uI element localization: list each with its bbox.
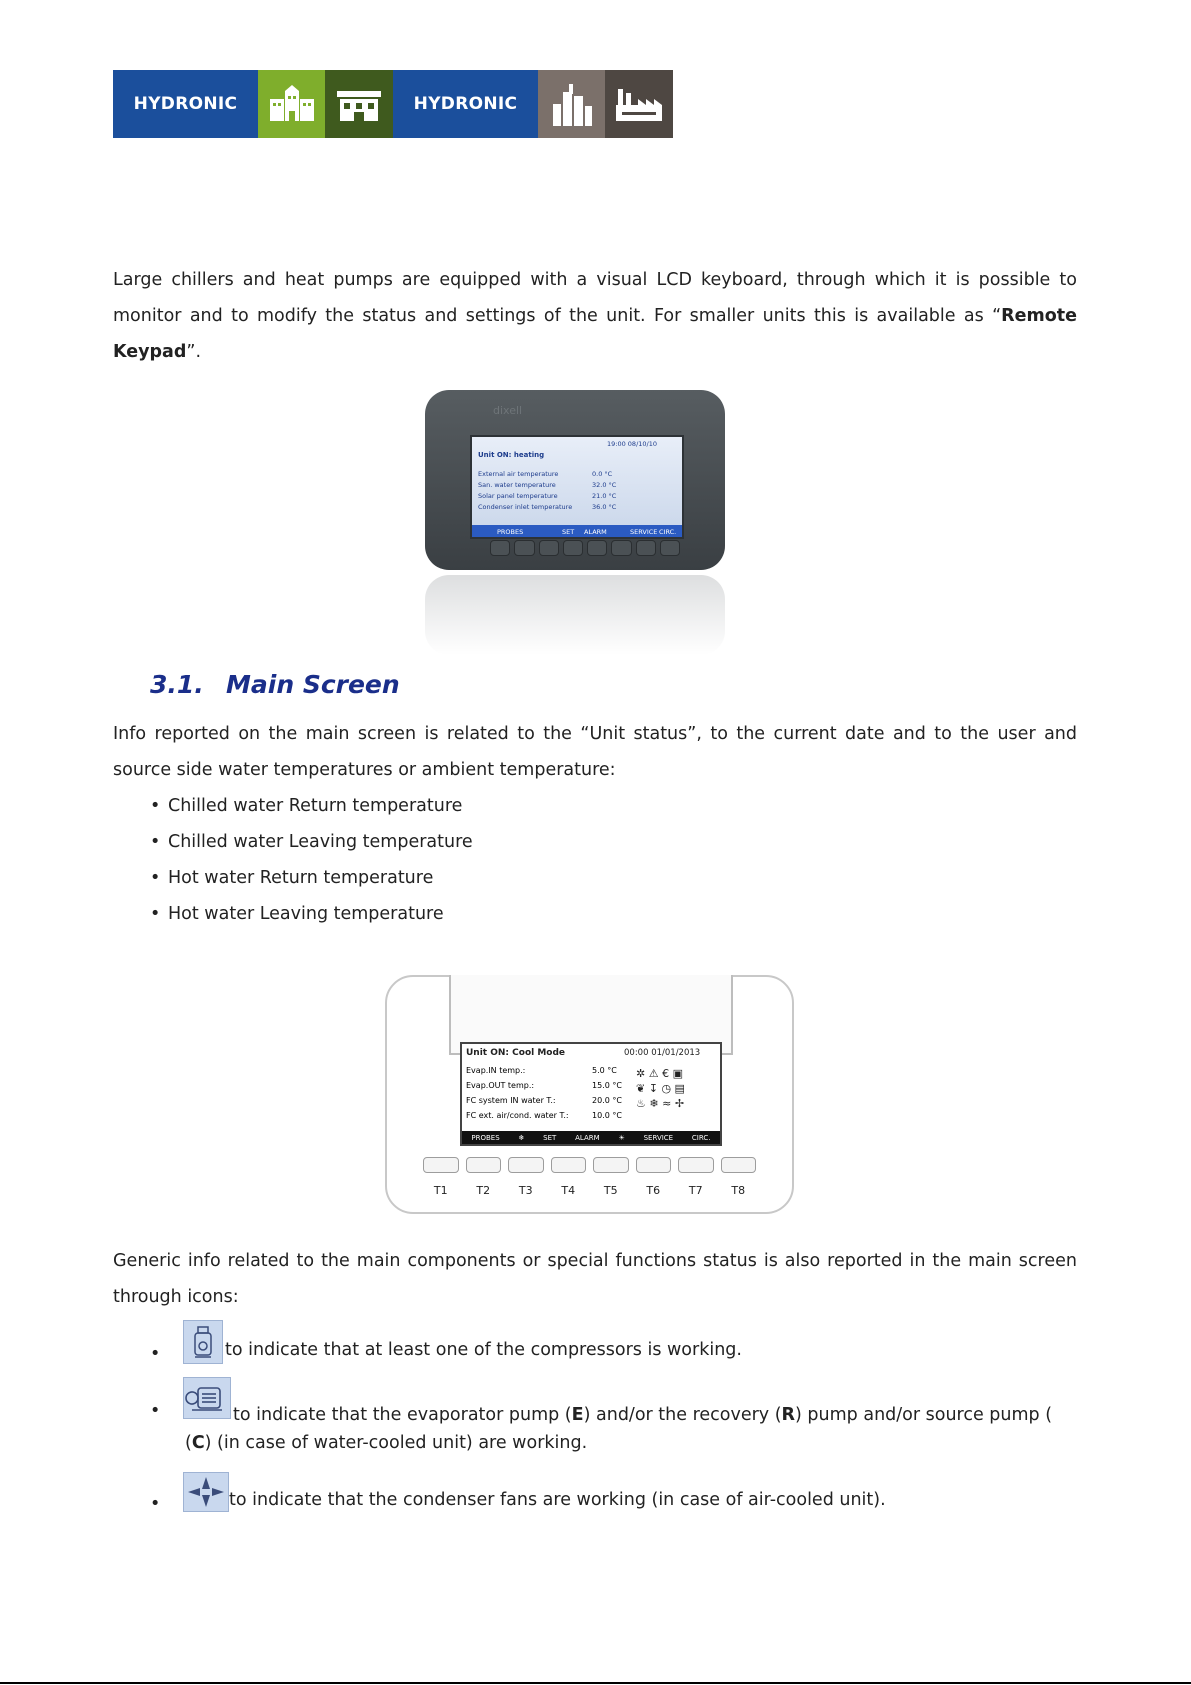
bullet: • [150, 1494, 161, 1514]
lcd-row-label: San. water temperature [478, 481, 556, 489]
bar-label: PROBES [471, 1133, 500, 1142]
snowflake-icon: ❄ [518, 1133, 525, 1142]
key-label: T3 [518, 1184, 533, 1197]
lcd-row-value: 36.0 °C [592, 503, 617, 511]
keypad-photo [330, 375, 770, 660]
keypad-diagram [385, 975, 794, 1214]
page-footer-rule [0, 1682, 1191, 1684]
key-t3 [508, 1157, 544, 1173]
compressor-status-icon: ▣ [672, 1067, 683, 1080]
pump-down-icon: ↧ [648, 1082, 658, 1095]
lcd-function-bar [472, 525, 682, 537]
key-t4 [551, 1157, 587, 1173]
pump-text: ) and/or the recovery ( [583, 1405, 782, 1425]
industrial-building-icon [605, 70, 673, 138]
keypad-key [539, 540, 559, 556]
header-banner [113, 70, 673, 138]
key-label: T8 [731, 1184, 746, 1197]
temperature-list [150, 788, 473, 932]
bar-label: CIRC. [659, 528, 677, 536]
lcd-row-value: 32.0 °C [592, 481, 617, 489]
keypad-key [587, 540, 607, 556]
commercial-building-icon [325, 70, 393, 138]
banner-label-1: HYDRONIC [113, 70, 258, 138]
compressor-description: to indicate that at least one of the compressors is working. [225, 1340, 742, 1360]
condenser-fan-icon: ✢ [674, 1097, 685, 1110]
keypad-key [563, 540, 583, 556]
keypad-lcd-screen [470, 435, 684, 539]
keypad-reflection [425, 575, 725, 655]
key-label: T5 [603, 1184, 618, 1197]
key-label: T1 [433, 1184, 448, 1197]
alarm-icon: ⚠ [648, 1067, 659, 1080]
sun-icon: ☀ [618, 1133, 625, 1142]
lcd-function-bar [462, 1131, 720, 1144]
list-item: • Hot water Return temperature [150, 860, 473, 896]
list-item: • Chilled water Return temperature [150, 788, 473, 824]
keypad-buttons [423, 1157, 756, 1173]
list-item: • Hot water Leaving temperature [150, 896, 473, 932]
bar-label: PROBES [497, 528, 524, 536]
bar-label: SET [562, 528, 575, 536]
list-item: • Chilled water Leaving temperature [150, 824, 473, 860]
lcd-row-value: 20.0 °C [592, 1096, 622, 1105]
tap-icon: ♨ [636, 1097, 646, 1110]
section-number: 3.1. [150, 670, 204, 699]
keypad-brand: dixell [493, 404, 523, 417]
keypad-buttons [490, 540, 680, 556]
main-screen-paragraph: Info reported on the main screen is related to the “Unit status”, to the current date and to the user and source side water temperatures or ambient temperature: [113, 724, 1077, 780]
lcd-row-label: Evap.IN temp.: [466, 1066, 526, 1075]
clock-icon: ◷ [661, 1082, 672, 1095]
keypad-key [611, 540, 631, 556]
keypad-key [660, 540, 680, 556]
pump-code-r: R [781, 1405, 796, 1425]
key-t7 [678, 1157, 714, 1173]
lcd-row-value: 10.0 °C [592, 1111, 622, 1120]
keypad-key [636, 540, 656, 556]
fan-description: to indicate that the condenser fans are working (in case of air-cooled unit). [229, 1490, 886, 1510]
key-t8 [721, 1157, 757, 1173]
bullet: • [150, 1401, 161, 1421]
bar-label: CIRC. [691, 1133, 711, 1142]
keypad-key [490, 540, 510, 556]
lcd-title: Unit ON: heating [478, 451, 545, 459]
pump-text: ) pump and/or source pump ( [795, 1405, 1053, 1425]
bar-label: SERVICE [630, 528, 658, 536]
section-heading [150, 670, 400, 699]
pump-description-line2: (C) (in case of water-cooled unit) are working. [185, 1433, 588, 1453]
euro-icon: € [662, 1067, 670, 1080]
lcd-row-value: 21.0 °C [592, 492, 617, 500]
lcd-row-value: 0.0 °C [592, 470, 613, 478]
city-building-icon [538, 70, 606, 138]
bar-label: SERVICE [643, 1133, 674, 1142]
key-t5 [593, 1157, 629, 1173]
lcd-row-label: Evap.OUT temp.: [466, 1081, 535, 1090]
intro-text-end: ”. [186, 342, 202, 362]
lcd-row-label: FC system IN water T.: [466, 1096, 556, 1105]
lcd-row-label: Solar panel temperature [478, 492, 558, 500]
lcd-row-label: External air temperature [478, 470, 559, 478]
section-title: Main Screen [226, 670, 400, 699]
key-t1 [423, 1157, 459, 1173]
remote-keypad-term: Remote Keypad [113, 306, 1077, 362]
pump-status-icon: ▤ [674, 1082, 685, 1095]
lcd-datetime: 00:00 01/01/2013 [624, 1048, 701, 1058]
heat-icon: ≈ [662, 1097, 672, 1110]
pump-description-line1 [233, 1397, 1077, 1433]
key-label: T7 [688, 1184, 703, 1197]
lcd-row-label: Condenser inlet temperature [478, 503, 573, 511]
pump-code-e: E [571, 1405, 584, 1425]
bullet: • [150, 1344, 161, 1364]
key-t2 [466, 1157, 502, 1173]
key-label: T6 [646, 1184, 661, 1197]
lcd-time: 19:00 08/10/10 [607, 440, 657, 448]
pump-text: ) (in case of water-cooled unit) are working. [204, 1433, 588, 1453]
fan-status-icon: ✲ [636, 1067, 646, 1080]
bar-label: SET [543, 1133, 557, 1142]
key-t6 [636, 1157, 672, 1173]
defrost-icon: ❦ [636, 1082, 646, 1095]
pump-icon [183, 1377, 231, 1419]
bar-label: ALARM [584, 528, 607, 536]
pump-code-c: C [191, 1433, 205, 1453]
intro-text: Large chillers and heat pumps are equipped with a visual LCD keyboard, through which it is possible to monitor and to modify the status and settings of the unit. For smaller units this is available as “ [113, 270, 1077, 326]
key-label: T4 [561, 1184, 576, 1197]
main-screen-lcd [460, 1042, 722, 1146]
pump-text: to indicate that the evaporator pump ( [233, 1405, 572, 1425]
keypad-key-labels [423, 1184, 756, 1197]
residential-building-icon [258, 70, 326, 138]
keypad-key [514, 540, 534, 556]
lcd-status-icons [636, 1066, 716, 1111]
compressor-icon [183, 1320, 223, 1364]
bar-label: ALARM [575, 1133, 600, 1142]
snow-icon: ❄ [649, 1097, 659, 1110]
fan-icon [183, 1472, 229, 1512]
lcd-row-value: 15.0 °C [592, 1081, 622, 1090]
banner-label-2: HYDRONIC [393, 70, 538, 138]
generic-info-paragraph: Generic info related to the main components or special functions status is also reported in the main screen through icons: [113, 1251, 1077, 1307]
key-label: T2 [476, 1184, 491, 1197]
intro-paragraph [113, 262, 1077, 370]
lcd-unit-status: Unit ON: Cool Mode [466, 1048, 566, 1058]
lcd-row-label: FC ext. air/cond. water T.: [466, 1111, 569, 1120]
lcd-row-value: 5.0 °C [592, 1066, 617, 1075]
